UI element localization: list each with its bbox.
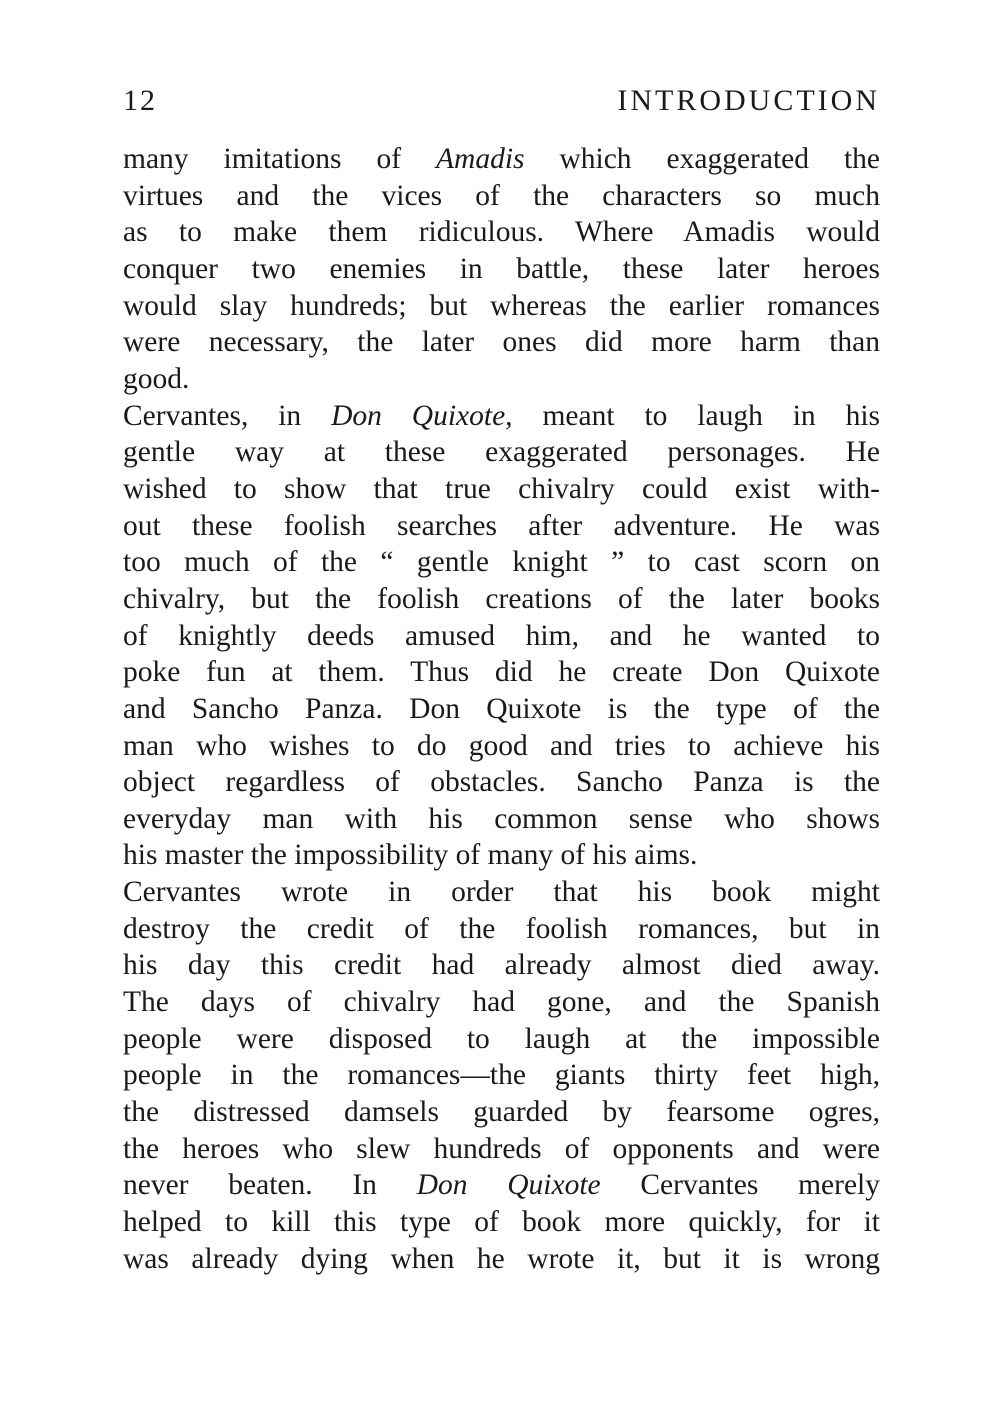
text-line: [123, 691, 880, 728]
body-text: [123, 141, 880, 1277]
text-segment: Cervantes merely: [600, 1169, 880, 1202]
text-segment: his master the impossibility of many of his aims.: [123, 839, 698, 872]
text-line: [123, 1094, 880, 1131]
text-segment: people were disposed to laugh at the impossible: [123, 1022, 880, 1055]
text-segment: and Sancho Panza. Don Quixote is the type of the: [123, 692, 880, 725]
text-segment: too much of the “ gentle knight ” to cast scorn on: [123, 546, 880, 579]
text-line: [123, 1204, 880, 1241]
italic-title: Amadis: [436, 143, 525, 175]
text-segment: gentle way at these exaggerated personages. He: [123, 436, 880, 469]
text-line: [123, 1241, 880, 1278]
text-line: [123, 1057, 880, 1094]
text-segment: everyday man with his common sense who shows: [123, 802, 880, 835]
text-line: [123, 178, 880, 215]
text-segment: which exaggerated the: [524, 143, 880, 175]
page-number: 12: [123, 84, 157, 117]
text-line: [123, 654, 880, 691]
text-segment: was already dying when he wrote it, but it is wrong: [123, 1242, 880, 1275]
text-line: [123, 911, 880, 948]
text-segment: Cervantes wrote in order that his book might: [123, 876, 880, 909]
text-segment: were necessary, the later ones did more harm than: [123, 326, 880, 359]
text-line: [123, 288, 880, 325]
text-segment: many imitations of: [123, 143, 436, 175]
text-segment: of knightly deeds amused him, and he wanted to: [123, 619, 880, 652]
text-line: [123, 471, 880, 508]
text-segment: never beaten. In: [123, 1169, 417, 1202]
running-title: INTRODUCTION: [617, 84, 880, 117]
text-line: [123, 1167, 880, 1204]
text-line: [123, 874, 880, 911]
text-segment: poke fun at them. Thus did he create Don Quixote: [123, 656, 880, 689]
text-segment: meant to laugh in his: [512, 399, 881, 432]
text-segment: good.: [123, 362, 190, 395]
text-segment: virtues and the vices of the characters so much: [123, 179, 880, 212]
text-line: [123, 801, 880, 838]
text-line: [123, 398, 880, 435]
text-line: [123, 434, 880, 471]
text-line: [123, 324, 880, 361]
text-line: [123, 141, 880, 178]
text-segment: the heroes who slew hundreds of opponents and were: [123, 1132, 880, 1165]
text-line: [123, 728, 880, 765]
text-segment: Cervantes, in: [123, 399, 332, 432]
text-segment: chivalry, but the foolish creations of the later books: [123, 582, 880, 615]
text-segment: as to make them ridiculous. Where Amadis would: [123, 216, 880, 249]
text-segment: out these foolish searches after adventure. He was: [123, 509, 880, 542]
text-line: [123, 508, 880, 545]
text-line: [123, 581, 880, 618]
running-header: [123, 84, 880, 124]
text-line: [123, 837, 880, 874]
italic-title: Don Quixote: [416, 1169, 601, 1202]
text-segment: The days of chivalry had gone, and the Spanish: [123, 986, 880, 1019]
text-line: [123, 1131, 880, 1168]
text-segment: destroy the credit of the foolish romances, but in: [123, 912, 880, 945]
text-segment: conquer two enemies in battle, these later heroes: [123, 252, 880, 285]
text-segment: people in the romances—the giants thirty feet high,: [123, 1059, 880, 1092]
text-line: [123, 947, 880, 984]
text-segment: wished to show that true chivalry could exist with-: [123, 472, 880, 505]
text-line: [123, 251, 880, 288]
italic-title: Don Quixote,: [331, 399, 513, 432]
text-line: [123, 984, 880, 1021]
text-line: [123, 764, 880, 801]
text-segment: would slay hundreds; but whereas the earlier romances: [123, 289, 880, 322]
text-segment: helped to kill this type of book more quickly, for it: [123, 1206, 880, 1239]
text-segment: his day this credit had already almost died away.: [123, 949, 880, 982]
text-line: [123, 214, 880, 251]
text-line: [123, 1021, 880, 1058]
text-line: [123, 544, 880, 581]
text-line: [123, 361, 880, 398]
text-line: [123, 618, 880, 655]
text-segment: man who wishes to do good and tries to achieve his: [123, 729, 880, 762]
text-segment: object regardless of obstacles. Sancho Panza is the: [123, 766, 880, 799]
text-segment: the distressed damsels guarded by fearsome ogres,: [123, 1096, 880, 1129]
